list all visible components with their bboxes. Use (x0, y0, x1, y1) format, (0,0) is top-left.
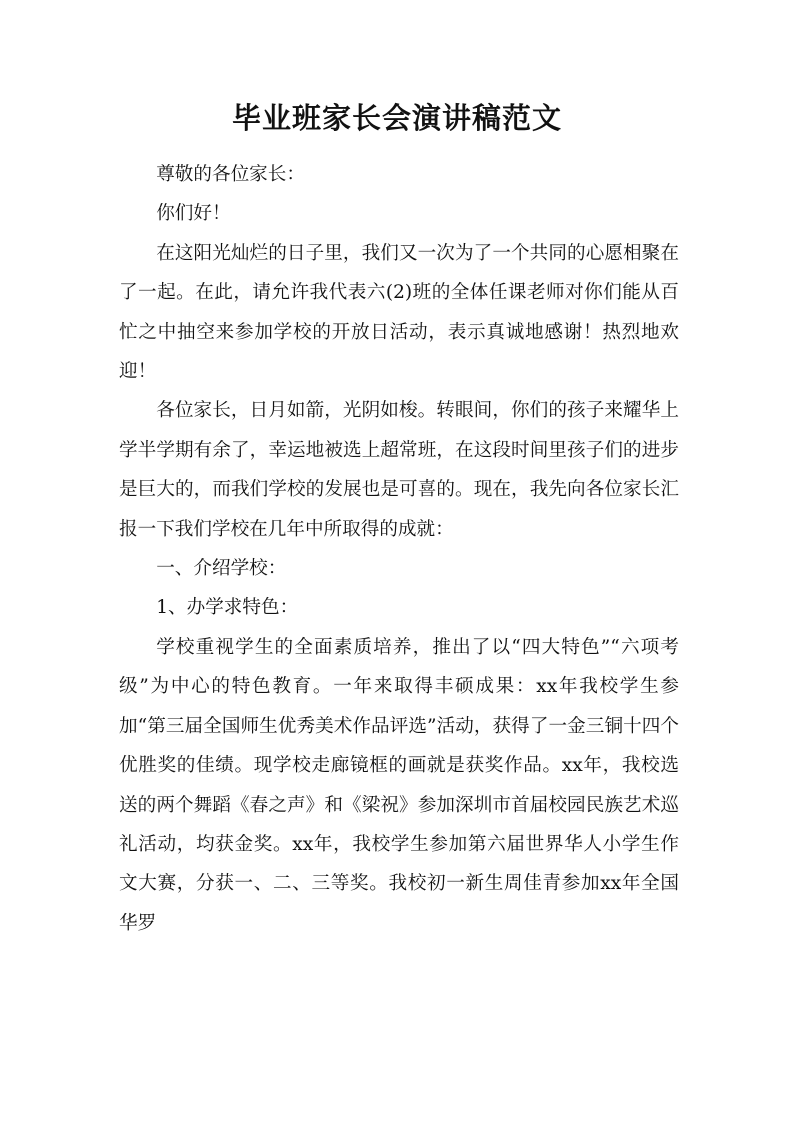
greeting-line: 尊敬的各位家长： (156, 164, 305, 185)
welcome-paragraph: 在这阳光灿烂的日子里，我们又一次为了一个共同的心愿相聚在了一起。在此，请允许我代表六(2)班的全体任课老师对你们能从百忙之中抽空来参加学校的开放日活动，表示真诚地感谢！热烈地欢迎！ (119, 242, 679, 383)
section-heading: 一、介绍学校： (156, 558, 287, 580)
subsection-heading: 1、办学求特色： (156, 597, 299, 619)
document-body (119, 155, 679, 943)
hello-line: 你们好！ (156, 203, 231, 225)
document-title: 毕业班家长会演讲稿范文 (231, 101, 562, 135)
report-intro-paragraph: 各位家长，日月如箭，光阴如梭。转眼间，你们的孩子来耀华上学半学期有余了，幸运地被选上超常班，在这段时间里孩子们的进步是巨大的，而我们学校的发展也是可喜的。现在，我先向各位家长汇报一下我们学校在几年中所取得的成就： (119, 400, 679, 540)
achievements-paragraph: 学校重视学生的全面素质培养，推出了以“四大特色”“六项考级”为中心的特色教育。一年来取得丰硕成果：xx年我校学生参加“第三届全国师生优秀美术作品评选”活动，获得了一金三铜十四个优胜奖的佳绩。现学校走廊镜框的画就是获奖作品。xx年，我校选送的两个舞蹈《春之声》和《梁祝》参加深圳市首届校园民族艺术巡礼活动，均获金奖。xx年，我校学生参加第六届世界华人小学生作文大赛，分获一、二、三等奖。我校初一新生周佳青参加xx年全国华罗 (119, 636, 679, 934)
